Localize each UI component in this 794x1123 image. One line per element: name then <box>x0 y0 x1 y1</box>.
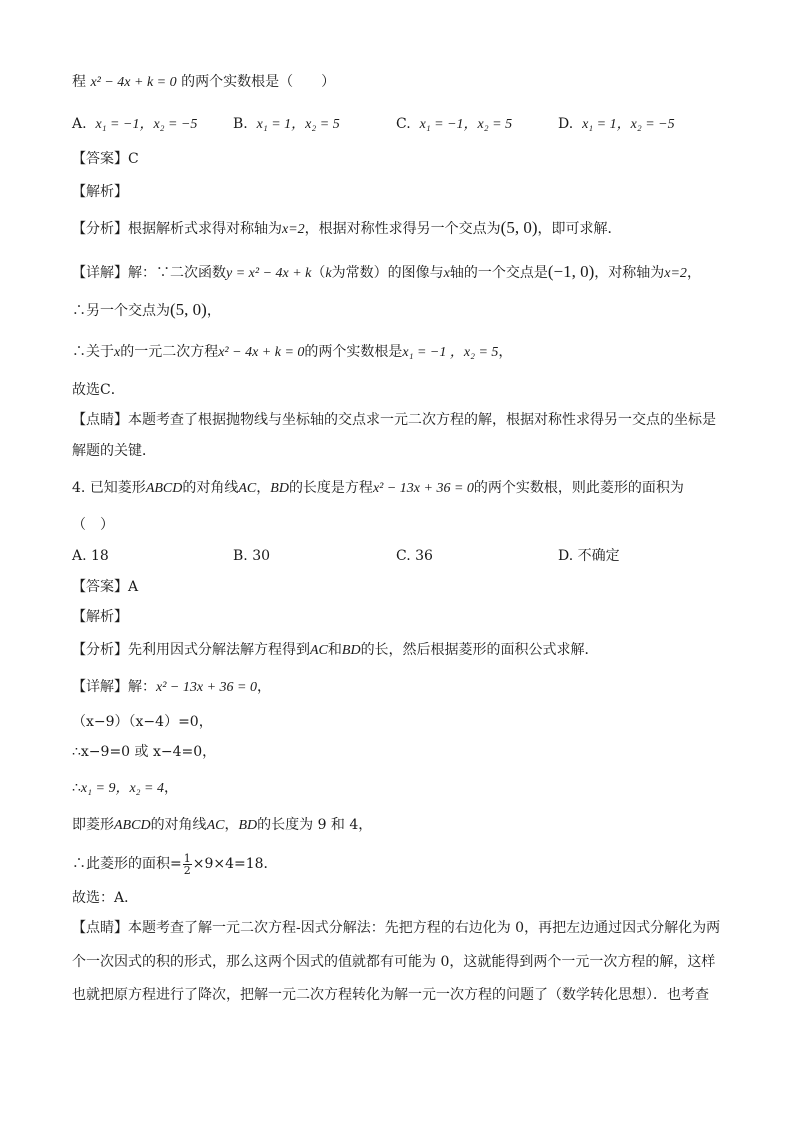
fraction-numerator: 1 <box>183 851 191 865</box>
text: 程 <box>72 74 86 90</box>
q4-step2 <box>72 742 216 762</box>
answer-tag: 【答案】 <box>72 579 128 595</box>
text: （ <box>311 265 326 281</box>
q4-step4 <box>72 815 372 836</box>
text: ， <box>224 817 239 833</box>
math: AC <box>238 481 257 496</box>
text: 本题考查了根据抛物线与坐标轴的交点求一元二次方程的解，根据对称性求得另一交点的坐标是 <box>128 412 716 428</box>
option-value: x₁ = 1，x₂ = −5 <box>582 117 675 132</box>
text: ， <box>163 780 178 796</box>
equation: y = x² − 4x + k <box>226 266 312 281</box>
answer-value: A <box>128 579 139 595</box>
text: ∴另一个交点为 <box>72 303 170 319</box>
answer-blank: （ ） <box>72 517 114 533</box>
text: 也就把原方程进行了降次，把解一元二次方程转化为解一元一次方程的问题了（数学转化思想）．也考查 <box>72 987 709 1003</box>
text: ∴x−9=0 或 x−4=0， <box>72 744 217 760</box>
analysis-tag: 【解析】 <box>72 609 128 625</box>
q4-step1 <box>72 712 213 732</box>
fraction <box>183 853 192 876</box>
math: ABCD <box>114 818 151 833</box>
text: ，即可求解． <box>537 221 622 237</box>
option-value: 不确定 <box>577 548 620 564</box>
text: 的长度是方程 <box>288 480 373 496</box>
q4-fenxi <box>72 640 599 661</box>
q4-answer <box>72 577 138 597</box>
q4-choose <box>72 888 138 908</box>
text: ，根据对称性求得另一个交点为 <box>304 221 501 237</box>
text: ， <box>686 265 701 281</box>
q3-fenxi <box>72 218 622 240</box>
option-value: 30 <box>252 548 271 564</box>
option-value: x₁ = 1，x₂ = 5 <box>256 117 340 132</box>
q3-stem <box>72 72 335 93</box>
text: 已知菱形 <box>89 480 146 496</box>
option-value: x₁ = −1，x₂ = −5 <box>95 117 198 132</box>
text: 本题考查了解一元二次方程-因式分解法：先把方程的右边化为 0，再把左边通过因式分解化为两 <box>128 920 721 936</box>
q4-dianjing-3 <box>72 985 709 1005</box>
q3-option-a <box>72 114 197 135</box>
option-label: A. <box>72 548 87 564</box>
q4-analysis-heading <box>72 607 128 627</box>
math: x <box>443 266 450 281</box>
text: ×9×4=18． <box>192 856 278 872</box>
text: ， <box>256 480 271 496</box>
q3-option-b <box>233 114 340 135</box>
dianjing-tag: 【点睛】 <box>72 920 128 936</box>
math: ABCD <box>145 481 183 496</box>
math: x <box>114 345 121 360</box>
text: 的对角线 <box>150 817 207 833</box>
q3-answer <box>72 149 139 169</box>
text: 的长，然后根据菱形的面积公式求解． <box>360 642 599 658</box>
text: （x−9）（x−4）=0， <box>72 714 213 730</box>
text: ， <box>256 679 271 695</box>
math: k <box>325 266 332 281</box>
answer-tag: 【答案】 <box>72 151 128 167</box>
equation: x² − 4x + k = 0 <box>218 345 305 360</box>
text: ， <box>498 344 513 360</box>
q3-choose <box>72 380 125 400</box>
math: AC <box>310 643 328 658</box>
math: BD <box>341 643 361 658</box>
text: 的一元二次方程 <box>120 344 219 360</box>
answer-value: C <box>128 151 139 167</box>
q3-detail <box>72 262 701 284</box>
math: BD <box>270 481 289 496</box>
text: ∴此菱形的面积= <box>72 856 182 872</box>
q3-line2 <box>72 300 221 321</box>
fenxi-tag: 【分析】 <box>72 221 128 237</box>
q3-line3 <box>72 342 512 363</box>
text: ，对称轴为 <box>594 265 665 281</box>
math: AC <box>206 818 225 833</box>
math: x=2 <box>664 266 687 281</box>
math: BD <box>238 818 258 833</box>
q3-analysis-heading <box>72 182 128 202</box>
q4-option-b <box>233 546 270 566</box>
analysis-tag: 【解析】 <box>72 184 128 200</box>
q4-detail <box>72 677 271 698</box>
text: ∴关于 <box>72 344 114 360</box>
text: 解：∵二次函数 <box>128 265 226 281</box>
q3-dianjing-2 <box>72 441 156 461</box>
q4-step3 <box>72 778 178 799</box>
q3-option-d <box>558 114 675 135</box>
text: 的两个实数根是（ ） <box>181 74 336 90</box>
text: 轴的一个交点是 <box>449 265 548 281</box>
option-value: 36 <box>415 548 433 564</box>
math: (5, 0) <box>500 218 538 237</box>
option-label: D. <box>558 116 574 132</box>
text: 为常数）的图像与 <box>331 265 444 281</box>
option-label: C. <box>396 116 411 132</box>
option-label: D. <box>558 548 574 564</box>
option-value: 18 <box>91 548 109 564</box>
q3-option-c <box>396 114 512 135</box>
q3-dianjing-1 <box>72 410 716 430</box>
text: ∴ <box>72 780 81 796</box>
fenxi-tag: 【分析】 <box>72 642 128 658</box>
text: ， <box>206 303 221 319</box>
roots: x₁ = 9，x₂ = 4 <box>80 781 164 796</box>
equation: x² − 4x + k = 0 <box>90 75 177 90</box>
text: 个一次因式的积的形式，那么这两个因式的值就都有可能为 0，这就能得到两个一元一次方程的解，这样 <box>72 954 716 970</box>
detail-tag: 【详解】 <box>72 265 128 281</box>
roots: x₁ = −1 ，x₂ = 5 <box>402 345 499 360</box>
q4-step5 <box>72 852 278 876</box>
dianjing-tag: 【点睛】 <box>72 412 128 428</box>
text: 故选：A． <box>72 890 139 906</box>
text: 的两个实数根，则此菱形的面积为 <box>473 480 684 496</box>
detail-tag: 【详解】 <box>72 679 128 695</box>
q4-option-c <box>396 546 433 566</box>
q4-option-a <box>72 546 109 566</box>
q4-dianjing-2 <box>72 952 715 972</box>
text: 的长度为 9 和 4， <box>257 817 373 833</box>
text: 解： <box>128 679 156 695</box>
math: (5, 0) <box>170 300 207 319</box>
option-label: B. <box>233 548 248 564</box>
text: 的两个实数根是 <box>304 344 403 360</box>
text: 故选C． <box>72 382 125 398</box>
option-label: B. <box>233 116 248 132</box>
equation: x² − 13x + 36 = 0 <box>156 680 257 695</box>
math: x=2 <box>282 222 305 237</box>
q4-stem <box>72 478 684 499</box>
option-label: A. <box>72 116 87 132</box>
q4-stem-paren <box>72 515 114 535</box>
text: 根据解析式求得对称轴为 <box>128 221 282 237</box>
fraction-denominator: 2 <box>183 863 191 877</box>
text: 的对角线 <box>182 480 239 496</box>
text: 解题的关键． <box>72 443 156 459</box>
equation: x² − 13x + 36 = 0 <box>372 481 474 496</box>
question-number: 4. <box>72 480 86 496</box>
option-value: x₁ = −1，x₂ = 5 <box>419 117 513 132</box>
q4-option-d <box>558 546 620 566</box>
option-label: C. <box>396 548 411 564</box>
math: (−1, 0) <box>547 262 595 281</box>
text: 先利用因式分解法解方程得到 <box>128 642 310 658</box>
q4-dianjing-1 <box>72 918 720 938</box>
text: 即菱形 <box>72 817 114 833</box>
text: 和 <box>327 642 342 658</box>
